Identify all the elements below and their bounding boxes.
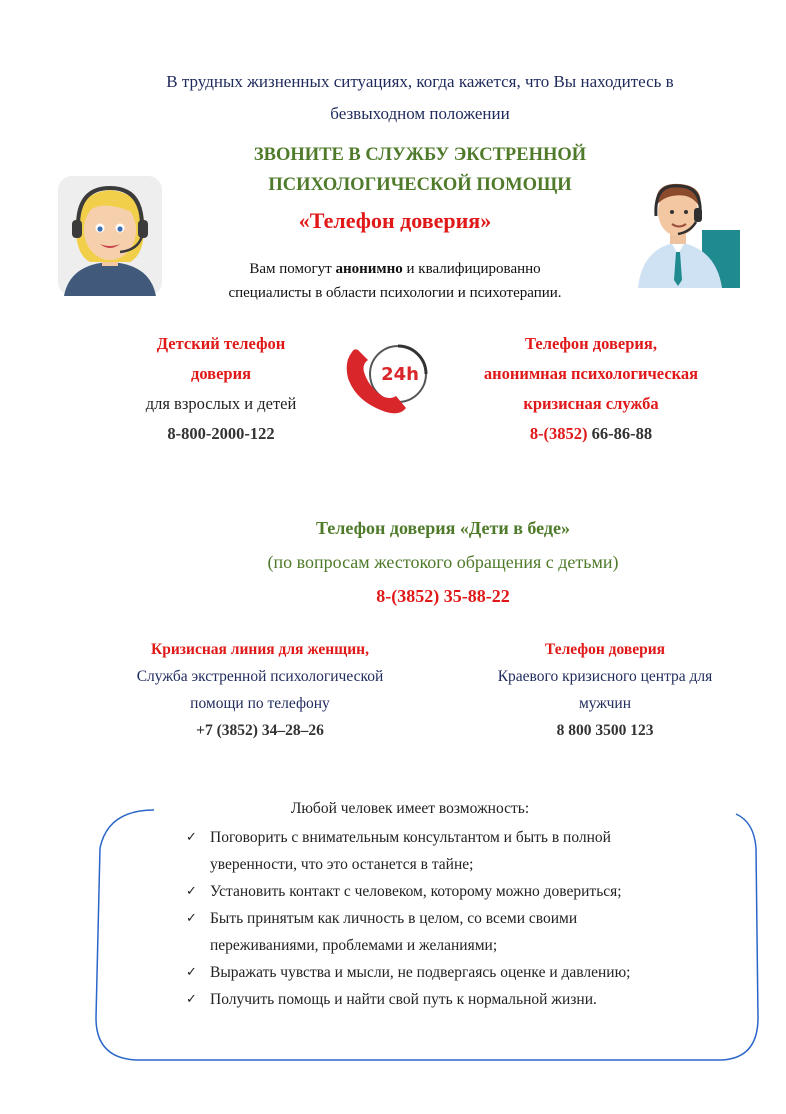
children-line-title-1: Детский телефон (156, 334, 286, 353)
woman-headset-ear-left (72, 220, 82, 238)
headline-line-2: ПСИХОЛОГИЧЕСКОЙ ПОМОЩИ (268, 175, 572, 195)
men-line-desc-1: Краевого кризисного центра для (497, 668, 713, 685)
woman-headset-ear-right (138, 220, 148, 238)
man-headset-ear (694, 208, 702, 222)
help-line-2: специалисты в области психологии и психотерапии. (228, 285, 562, 301)
women-line-block (95, 636, 425, 744)
list-item (180, 824, 720, 878)
badge-24h-text: 24h (381, 364, 419, 385)
check-icon: ✓ (186, 911, 197, 926)
women-line-phone[interactable]: +7 (3852) 34–28–26 (196, 722, 324, 739)
brand-title: «Телефон доверия» (298, 208, 492, 233)
woman-eye-left (97, 226, 102, 231)
list-item-line-1: Установить контакт с человеком, которому можно довериться; (210, 883, 622, 900)
intro-text (100, 66, 740, 130)
crisis-service-phone[interactable] (446, 419, 736, 449)
check-icon: ✓ (186, 884, 197, 899)
kids-in-trouble-title: Телефон доверия «Дети в беде» (315, 518, 571, 538)
headline (200, 140, 640, 200)
help-before: Вам помогут (249, 261, 336, 277)
woman-eye-right (117, 226, 122, 231)
children-line-subtitle: для взрослых и детей (145, 394, 297, 413)
list-item (180, 959, 720, 986)
woman-operator-illustration (58, 176, 162, 296)
check-icon: ✓ (186, 965, 197, 980)
kids-in-trouble-phone[interactable]: 8-(3852) 35-88-22 (376, 586, 510, 606)
men-line-title: Телефон доверия (544, 641, 666, 658)
crisis-service-title-1: Телефон доверия, (525, 334, 657, 353)
list-item-line-1: Выражать чувства и мысли, не подвергаясь оценке и давлению; (210, 964, 631, 981)
crisis-service-phone-code: 8-(3852) (529, 424, 588, 443)
intro-line-2: безвыходном положении (330, 104, 510, 123)
crisis-service-phone-number: 66-86-88 (587, 424, 653, 443)
list-item (180, 986, 720, 1013)
women-line-title: Кризисная линия для женщин, (151, 641, 369, 658)
list-item-line-1: Быть принятым как личность в целом, со всеми своими (210, 910, 578, 927)
list-item (180, 905, 720, 959)
check-icon: ✓ (186, 830, 197, 845)
children-line-block (110, 329, 332, 449)
list-item-line-1: Получить помощь и найти свой путь к нормальной жизни. (210, 991, 597, 1008)
children-line-phone[interactable]: 8-800-2000-122 (167, 424, 275, 443)
help-text (180, 257, 610, 305)
kids-in-trouble-block (180, 511, 706, 613)
crisis-service-title-3: кризисная служба (523, 394, 659, 413)
kids-in-trouble-subtitle: (по вопросам жестокого обращения с детьми) (267, 552, 619, 572)
list-item (180, 878, 720, 905)
children-line-title-2: доверия (190, 364, 252, 383)
list-item-line-2: уверенности, что это останется в тайне; (210, 856, 474, 873)
men-line-desc-2: мужчин (578, 695, 632, 712)
men-line-block (455, 636, 755, 744)
intro-line-1: В трудных жизненных ситуациях, когда кажется, что Вы находитесь в (166, 72, 674, 91)
women-line-desc-2: помощи по телефону (190, 695, 330, 712)
crisis-service-title-2: анонимная психологическая (483, 364, 699, 383)
help-after: и квалифицированно (402, 261, 541, 277)
help-line-1 (180, 257, 610, 281)
phone-24h-icon (342, 342, 442, 416)
list-item-line-1: Поговорить с внимательным консультантом и быть в полной (210, 829, 611, 846)
man-operator-illustration (632, 178, 740, 288)
opportunities-title: Любой человек имеет возможность: (290, 800, 530, 817)
men-line-phone[interactable]: 8 800 3500 123 (556, 722, 654, 739)
opportunities-list (180, 824, 720, 1013)
crisis-service-block (446, 329, 736, 449)
help-bold: анонимно (335, 261, 403, 277)
man-eye-left (670, 210, 674, 214)
women-line-desc-1: Служба экстренной психологической (136, 668, 384, 685)
list-item-line-2: переживаниями, проблемами и желаниями; (210, 937, 498, 954)
check-icon: ✓ (186, 992, 197, 1007)
man-eye-right (684, 210, 688, 214)
headline-line-1: ЗВОНИТЕ В СЛУЖБУ ЭКСТРЕННОЙ (253, 145, 587, 165)
